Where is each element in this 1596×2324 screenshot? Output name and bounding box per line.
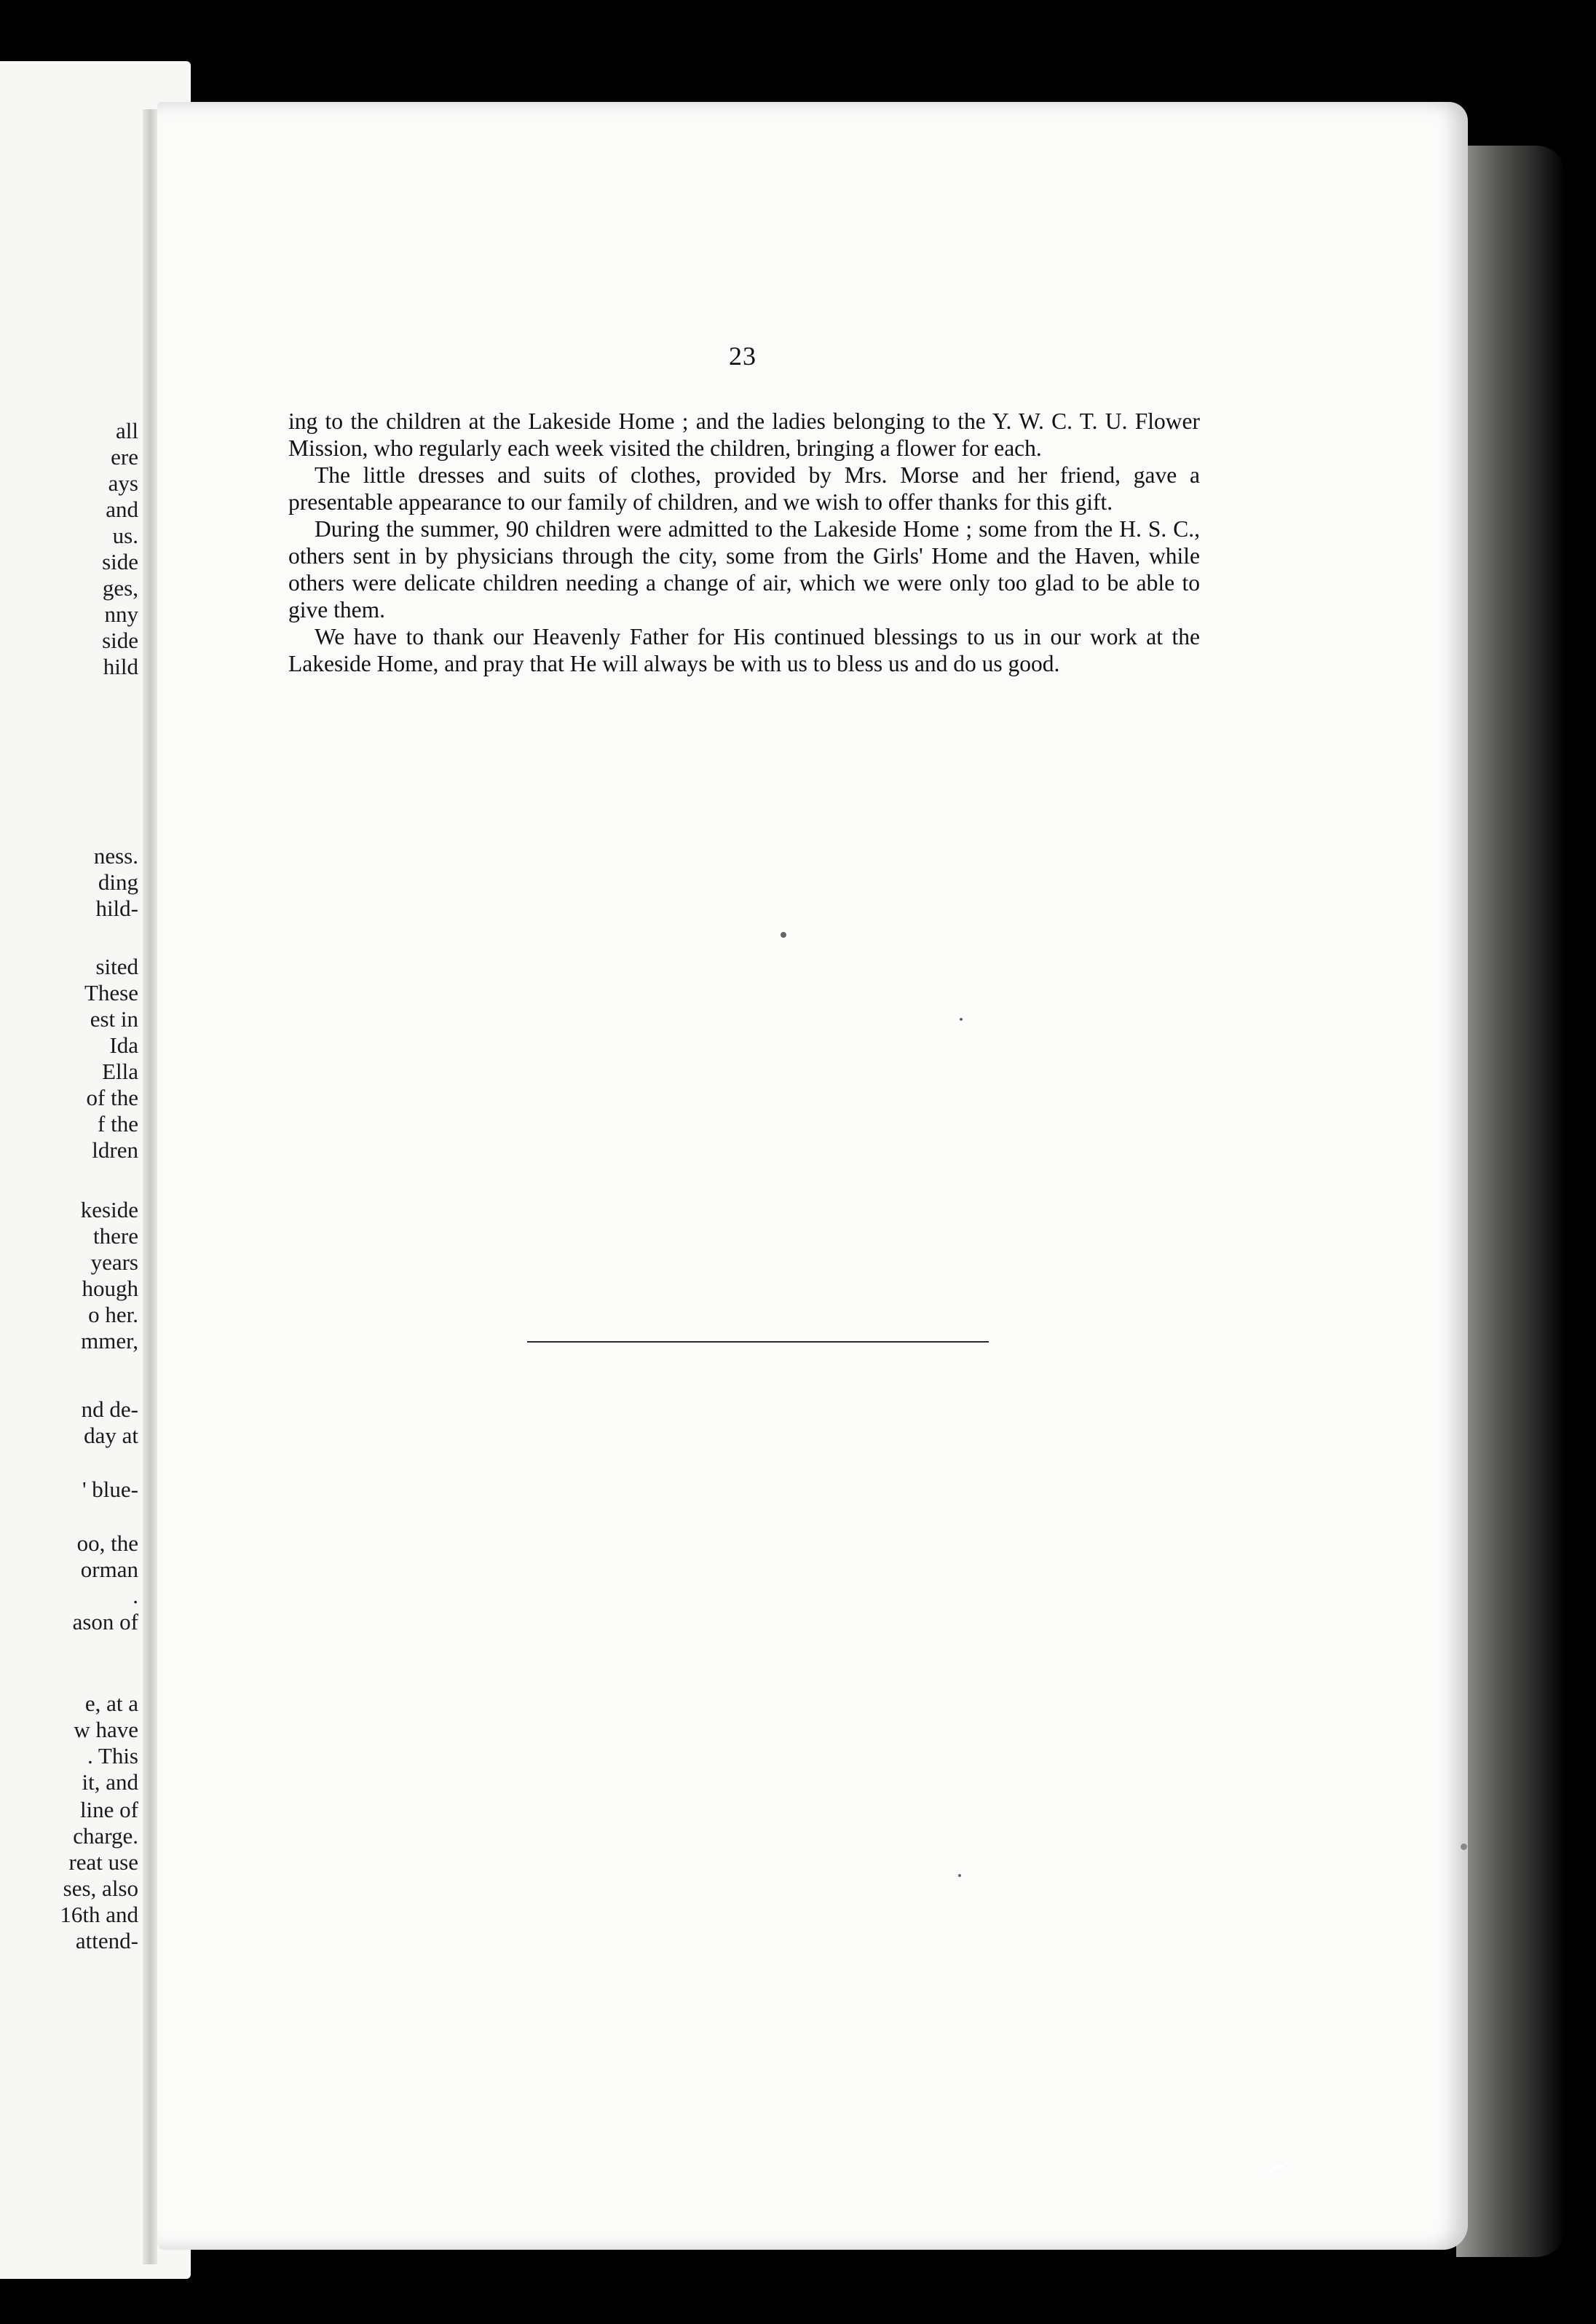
left-page-line: all: [116, 418, 138, 443]
left-page-line: oo, the: [76, 1530, 138, 1556]
page-body: [288, 408, 1200, 677]
left-page-line: it, and: [82, 1769, 138, 1795]
left-page-block-9: [0, 1797, 138, 1954]
left-page-block-5: [0, 1396, 138, 1449]
left-page-block-4: [0, 1197, 138, 1354]
left-page-line: charge.: [73, 1823, 138, 1849]
left-page-line: 16th and: [60, 1902, 138, 1927]
left-page-line: hild: [103, 654, 138, 679]
left-page-line: ' blue-: [82, 1477, 138, 1502]
paragraph: The little dresses and suits of clothes, provided by Mrs. Morse and her friend, gave a presentable appearance to our family of children, and we wish to offer thanks for this gift.: [288, 462, 1200, 515]
left-page-line: ere: [111, 444, 138, 470]
scan-speck: [960, 1018, 963, 1021]
scan-mark: [1267, 2161, 1289, 2177]
left-page-line: ses, also: [63, 1876, 138, 1901]
left-page-line: nd de-: [81, 1396, 138, 1422]
left-page-block-2: [0, 843, 138, 922]
paragraph: ing to the children at the Lakeside Home ; and the ladies belonging to the Y. W. C. T. U. Flower Mission, who regularly each week visited the children, bringing a flower for each.: [288, 408, 1200, 461]
left-page-line: Ida: [109, 1032, 138, 1058]
book-gutter: [143, 109, 157, 2264]
paragraph: During the summer, 90 children were admitted to the Lakeside Home ; some from the H. S. C., others sent in by physicians through the city, some from the Girls' Home and the Haven, while others were delicate children needing a change of air, which we were only too glad to be able to give them.: [288, 516, 1200, 622]
left-page-line: attend-: [75, 1928, 138, 1953]
left-page-line: side: [102, 628, 138, 653]
left-page-block-6: [0, 1477, 138, 1503]
left-page-line: there: [93, 1223, 138, 1249]
left-page-line: w have: [74, 1717, 138, 1742]
left-page-line: line of: [79, 1797, 138, 1822]
left-page-line: ays: [108, 470, 138, 496]
scan-speck: [1461, 1843, 1467, 1850]
left-page-line: of the: [86, 1085, 138, 1110]
left-page-block-3: [0, 954, 138, 1163]
scan-mark-icon: [1267, 2161, 1289, 2177]
left-page-block-8: [0, 1691, 138, 1795]
left-page-line: . This: [87, 1743, 138, 1768]
left-page-line: and: [106, 497, 138, 522]
left-page-block-7: [0, 1530, 138, 1635]
left-page-line: keside: [80, 1197, 138, 1222]
page-edge: [1456, 146, 1565, 2257]
left-page-line: f the: [98, 1111, 138, 1137]
paragraph: We have to thank our Heavenly Father for His continued blessings to us in our work at the Lakeside Home, and pray that He will always be with us to bless us and do us good.: [288, 624, 1200, 676]
left-page-line: ges,: [102, 575, 138, 601]
left-page-line: e, at a: [84, 1691, 138, 1716]
section-rule: [527, 1341, 989, 1343]
left-page-line: day at: [84, 1423, 138, 1448]
left-page-line: ldren: [92, 1137, 138, 1163]
left-page-line: side: [102, 549, 138, 574]
left-page-line: hild-: [95, 896, 138, 921]
scan-speck: [958, 1874, 961, 1877]
left-page-line: o her.: [88, 1302, 138, 1327]
left-page-block-1: [0, 418, 138, 680]
page-number: 23: [729, 341, 756, 371]
left-page-line: ness.: [93, 843, 138, 869]
left-page-line: mmer,: [81, 1328, 138, 1353]
left-page-line: nny: [104, 601, 138, 627]
left-page-line: orman: [80, 1557, 138, 1582]
left-page-line: est in: [90, 1006, 138, 1032]
scan-speck: [781, 932, 786, 938]
left-page-line: Ella: [102, 1059, 138, 1084]
left-page-line: .: [133, 1583, 138, 1608]
left-page-line: ason of: [72, 1609, 138, 1635]
left-page-line: These: [84, 980, 138, 1005]
left-page-line: sited: [95, 954, 138, 979]
left-page-line: us.: [112, 523, 138, 548]
left-page-line: reat use: [68, 1849, 138, 1875]
left-page-line: ding: [98, 869, 138, 895]
left-page-line: hough: [82, 1276, 138, 1301]
left-page-line: years: [90, 1249, 138, 1275]
